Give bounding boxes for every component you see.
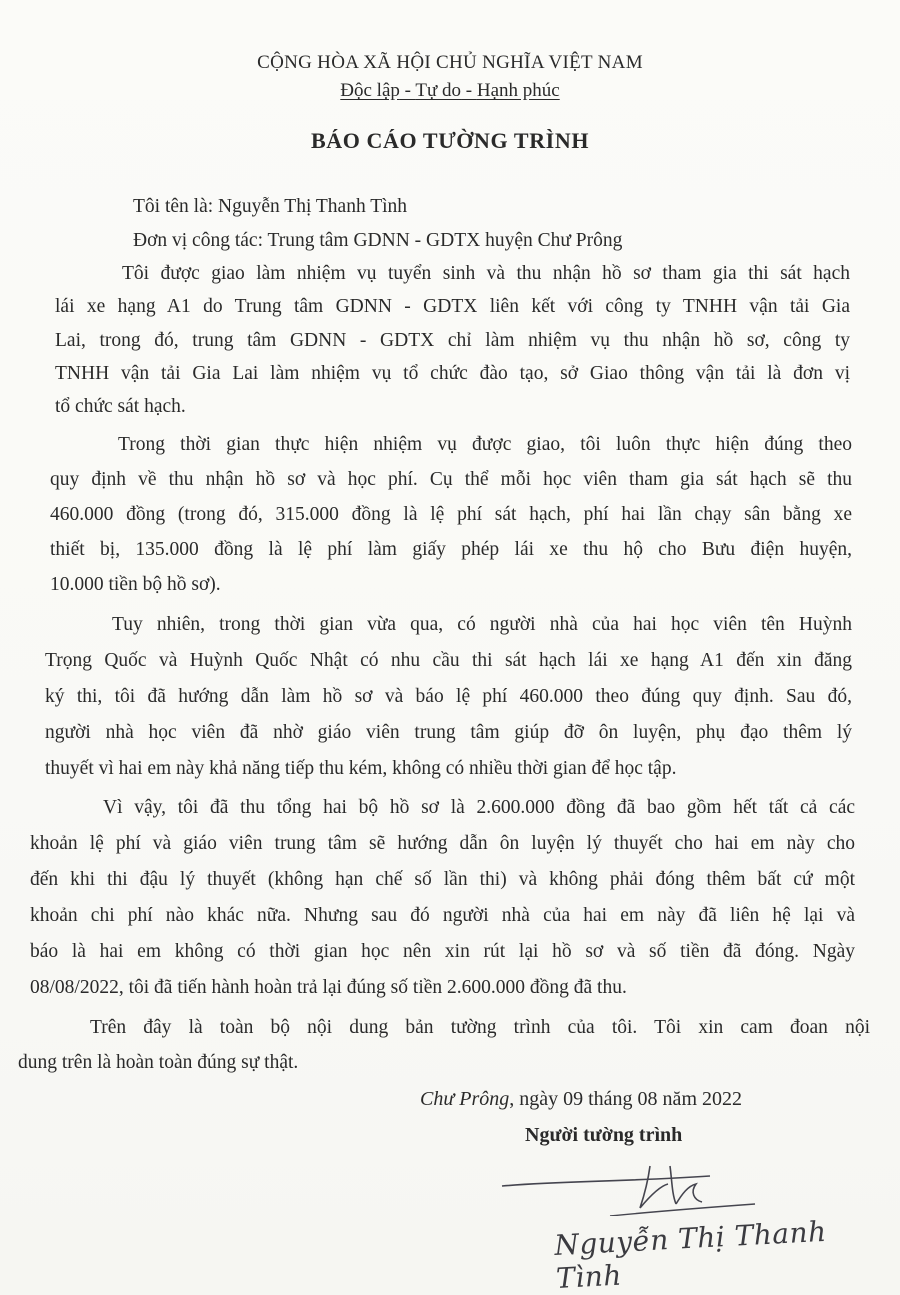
paragraph-2-line-3: 460.000 đồng (trong đó, 315.000 đồng là lệ phí sát hạch, phí hai lần chạy sân bằng xe	[50, 504, 852, 525]
paragraph-1-line-4: TNHH vận tải Gia Lai làm nhiệm vụ tổ chức đào tạo, sở Giao thông vận tải là đơn vị	[55, 363, 850, 384]
paragraph-1-line-2: lái xe hạng A1 do Trung tâm GDNN - GDTX liên kết với công ty TNHH vận tải Gia	[55, 296, 850, 317]
name-line: Tôi tên là: Nguyễn Thị Thanh Tình	[133, 196, 408, 217]
paragraph-5-line-2: dung trên là hoàn toàn đúng sự thật.	[18, 1052, 299, 1073]
date-text: , ngày 09 tháng 08 năm 2022	[509, 1088, 742, 1110]
paragraph-3-line-4: người nhà học viên đã nhờ giáo viên trung tâm giúp đỡ ôn luyện, phụ đạo thêm lý	[45, 722, 852, 743]
paragraph-2-line-2: quy định về thu nhận hồ sơ và học phí. Cụ thể mỗi học viên tham gia sát hạch sẽ thu	[50, 469, 852, 490]
signer-role: Người tường trình	[525, 1124, 683, 1146]
paragraph-5-line-1: Trên đây là toàn bộ nội dung bản tường trình của tôi. Tôi xin cam đoan nội	[90, 1017, 870, 1038]
paragraph-3-line-5: thuyết vì hai em này khả năng tiếp thu kém, không có nhiều thời gian để học tập.	[45, 758, 677, 779]
national-header: CỘNG HÒA XÃ HỘI CHỦ NGHĨA VIỆT NAM	[257, 52, 643, 73]
place-name: Chư Prông	[420, 1088, 510, 1110]
paragraph-4-line-6: 08/08/2022, tôi đã tiến hành hoàn trả lại đúng số tiền 2.600.000 đồng đã thu.	[30, 977, 627, 998]
motto-part-1: Độc lập	[340, 80, 400, 101]
paragraph-1-line-1: Tôi được giao làm nhiệm vụ tuyển sinh và thu nhận hồ sơ tham gia thi sát hạch	[122, 263, 850, 284]
place-date	[420, 1088, 742, 1111]
paragraph-2-line-1: Trong thời gian thực hiện nhiệm vụ được giao, tôi luôn thực hiện đúng theo	[118, 434, 852, 455]
paragraph-3-line-2: Trọng Quốc và Huỳnh Quốc Nhật có nhu cầu thi sát hạch lái xe hạng A1 đến xin đăng	[45, 650, 852, 671]
signature-name: Nguyễn Thị Thanh Tình	[553, 1214, 828, 1295]
paragraph-3-line-3: ký thi, tôi đã hướng dẫn làm hồ sơ và báo lệ phí 460.000 theo đúng quy định. Sau đó,	[45, 686, 852, 707]
paragraph-2-line-5: 10.000 tiền bộ hồ sơ).	[50, 574, 221, 595]
document-title: BÁO CÁO TƯỜNG TRÌNH	[310, 128, 590, 153]
motto-separator-1: -	[399, 80, 416, 101]
unit-line: Đơn vị công tác: Trung tâm GDNN - GDTX huyện Chư Prông	[133, 230, 623, 251]
paragraph-4-line-4: khoản chi phí nào khác nữa. Nhưng sau đó người nhà của hai em này đã liên hệ lại và	[30, 905, 855, 926]
paragraph-1-line-5: tổ chức sát hạch.	[55, 396, 186, 417]
signature-mark	[500, 1146, 760, 1216]
paragraph-4-line-5: báo là hai em không có thời gian học nên xin rút lại hồ sơ và số tiền đã đóng. Ngày	[30, 941, 855, 962]
paragraph-4-line-1: Vì vậy, tôi đã thu tổng hai bộ hồ sơ là 2.600.000 đồng đã bao gồm hết tất cả các	[103, 797, 855, 818]
paragraph-2-line-4: thiết bị, 135.000 đồng là lệ phí làm giấy phép lái xe thu hộ cho Bưu điện huyện,	[50, 539, 852, 560]
paragraph-3-line-1: Tuy nhiên, trong thời gian vừa qua, có người nhà của hai học viên tên Huỳnh	[112, 614, 852, 635]
national-motto	[0, 80, 900, 102]
paragraph-4-line-2: khoản lệ phí và giáo viên trung tâm sẽ hướng dẫn ôn luyện lý thuyết cho hai em này cho	[30, 833, 855, 854]
paragraph-4-line-3: đến khi thi đậu lý thuyết (không hạn chế số lần thi) và không phải đóng thêm bất cứ một	[30, 869, 855, 890]
paragraph-1-line-3: Lai, trong đó, trung tâm GDNN - GDTX chỉ làm nhiệm vụ thu nhận hồ sơ, công ty	[55, 330, 850, 351]
motto-part-3: Hạnh phúc	[476, 80, 560, 101]
motto-part-2: Tự do	[415, 80, 462, 101]
motto-separator-2: -	[461, 80, 477, 101]
